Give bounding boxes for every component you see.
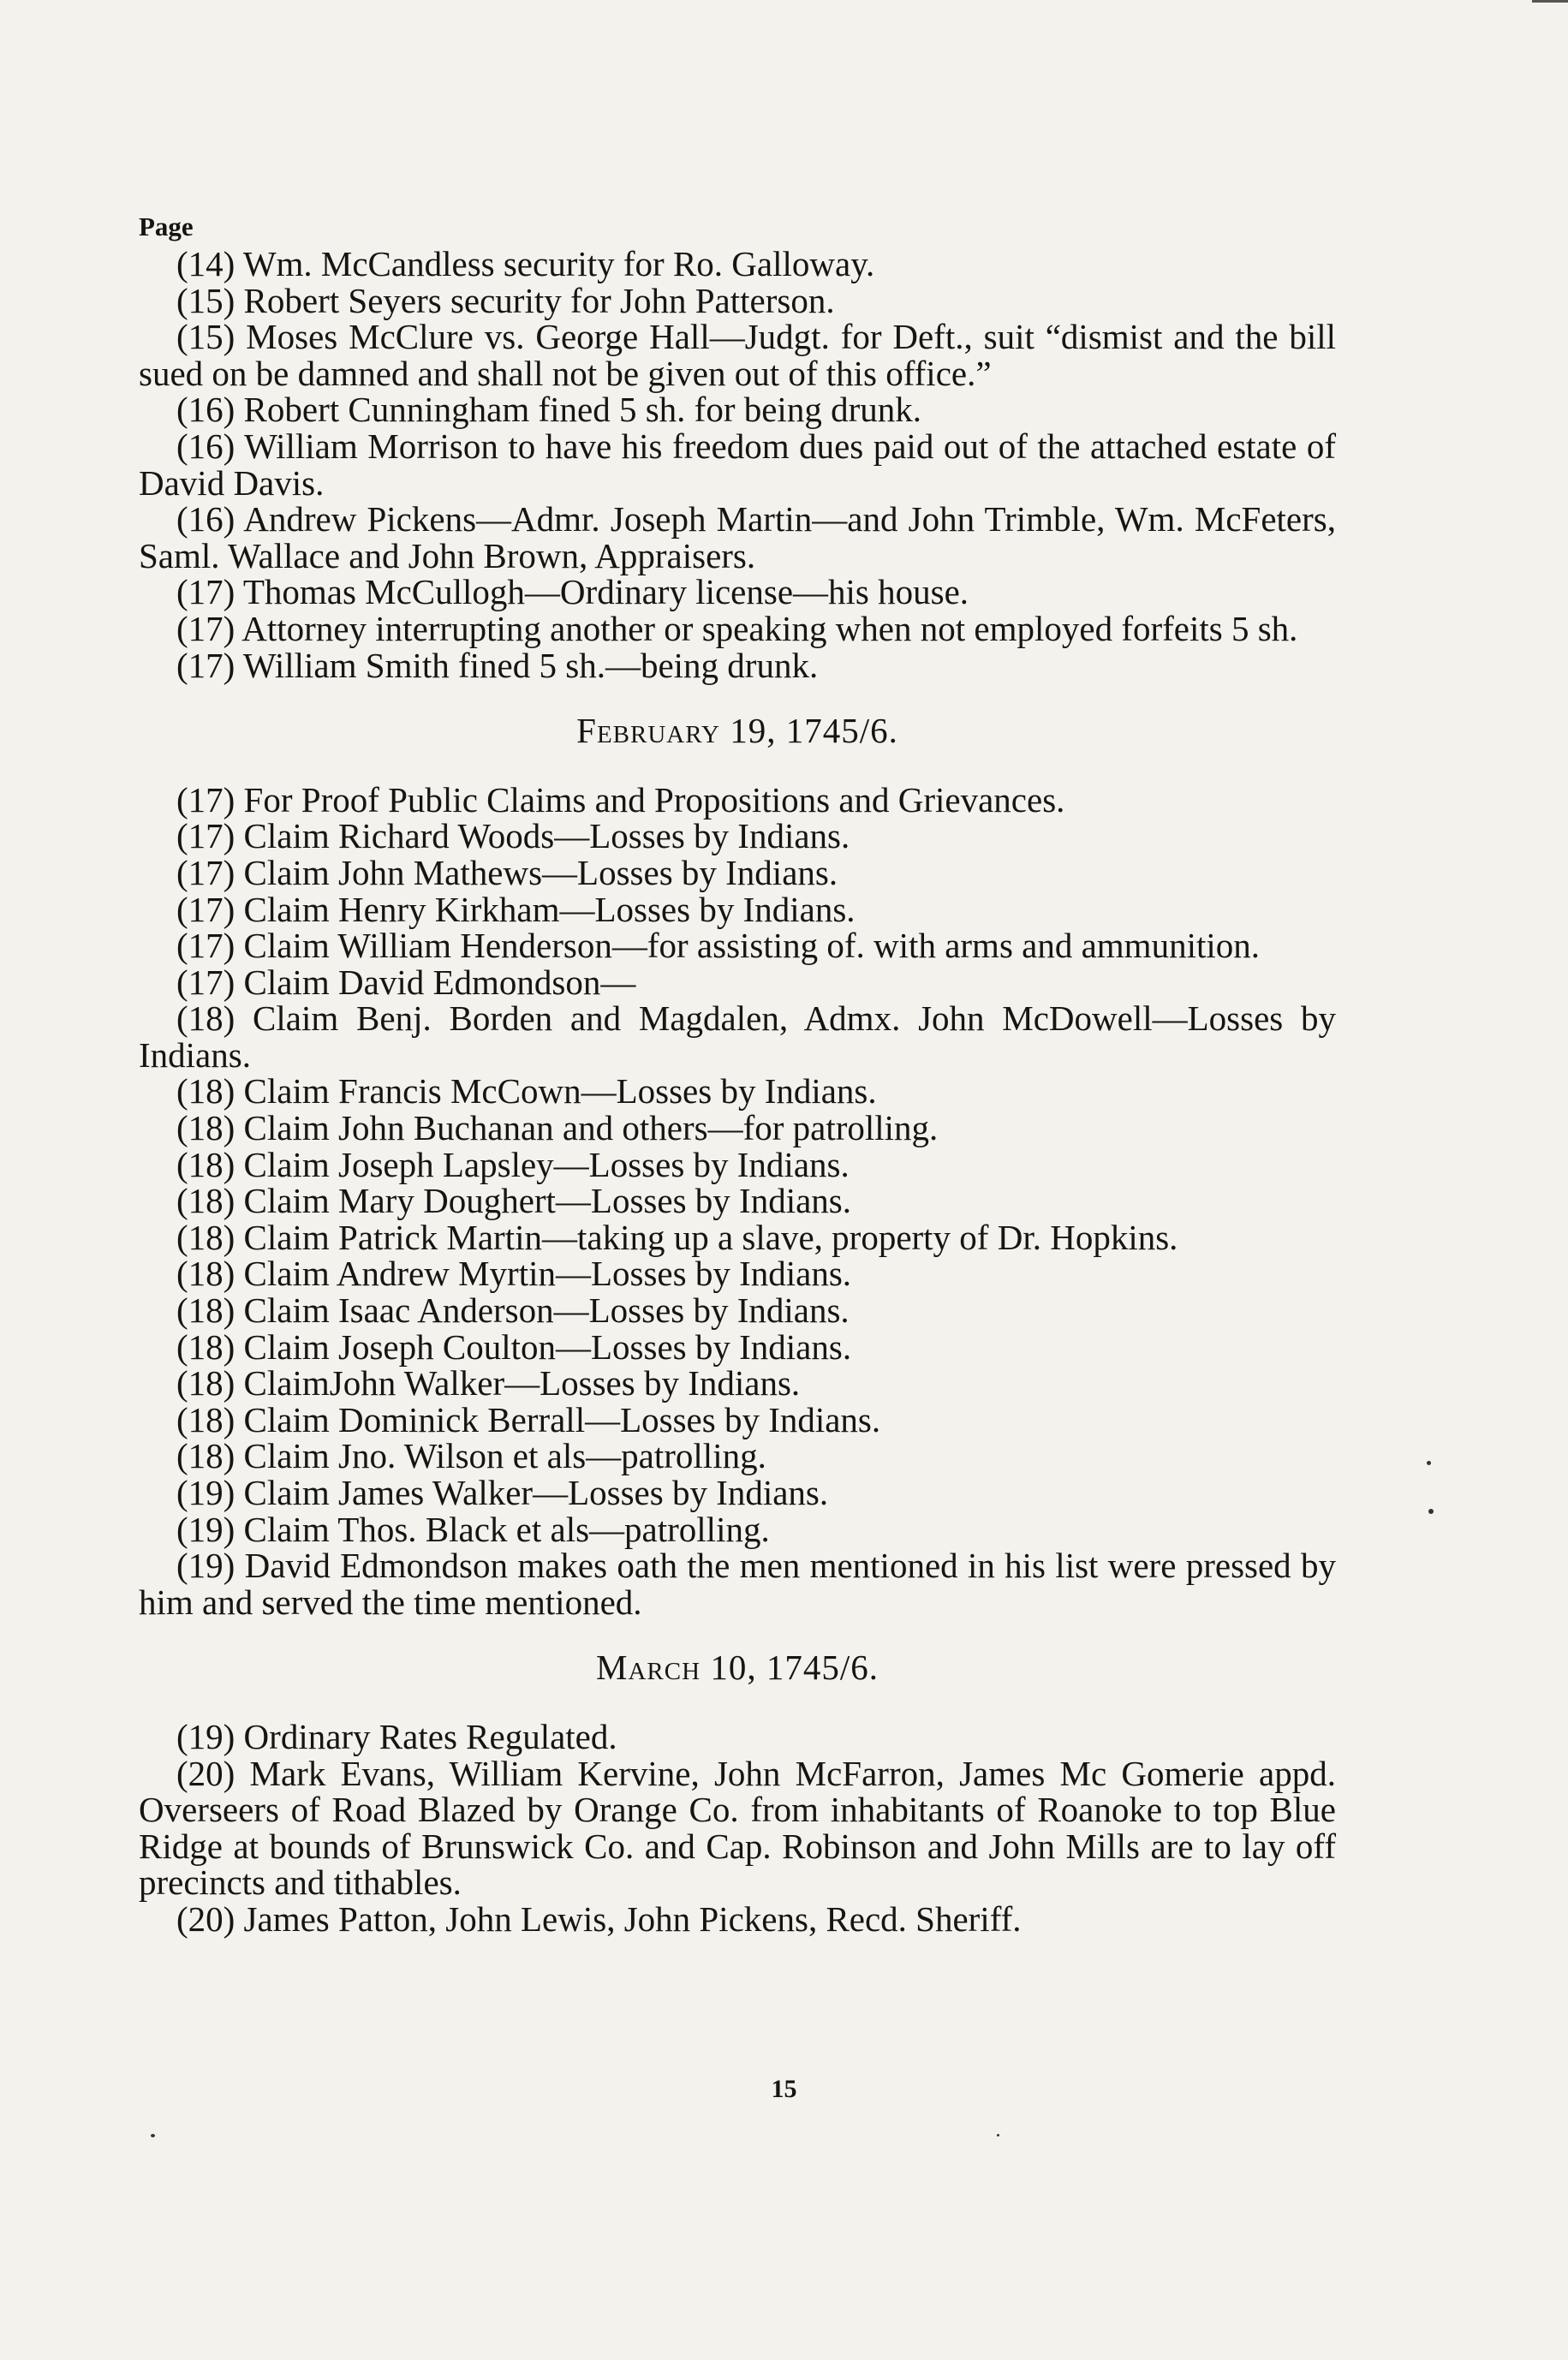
- entry: (17) Claim Henry Kirkham—Losses by Indians.: [176, 889, 856, 929]
- entry: (14) Wm. McCandless security for Ro. Galloway.: [176, 244, 875, 283]
- court-entries-section-2: [139, 779, 1336, 1622]
- entry: (17) Claim David Edmondson—: [176, 962, 636, 1002]
- heading-date: 19, 1745/6.: [730, 711, 898, 751]
- scan-speck: [997, 2134, 999, 2137]
- entry: (18) Claim Joseph Lapsley—Losses by Indians.: [176, 1144, 850, 1184]
- entry: (18) Claim Dominick Berrall—Losses by Indians.: [176, 1399, 881, 1439]
- entry: (20) Mark Evans, William Kervine, John McFarron, James Mc Gomerie appd. Overseers of Road Blazed by Orange Co. from inhabitants of Roanoke to top Blue Ridge at bounds of Brunswick Co. and Cap. Robinson and John Mills are to lay off precincts and tithables.: [139, 1753, 1336, 1903]
- entry: (20) James Patton, John Lewis, John Pickens, Recd. Sheriff.: [176, 1898, 1022, 1939]
- scan-speck: [151, 2134, 155, 2137]
- entry: (16) Robert Cunningham fined 5 sh. for being drunk.: [176, 390, 921, 430]
- entry: (19) Ordinary Rates Regulated.: [176, 1716, 617, 1756]
- page-number: 15: [771, 2075, 797, 2103]
- entry: (17) Claim John Mathews—Losses by Indians.: [176, 852, 838, 892]
- court-entries-section-3: [139, 1716, 1336, 1939]
- entry: (15) Moses McClure vs. George Hall—Judgt. for Deft., suit “dismist and the bill sued on be damned and shall not be given out of this office.”: [139, 317, 1336, 393]
- entry: (18) Claim Patrick Martin—taking up a slave, property of Dr. Hopkins.: [176, 1217, 1178, 1257]
- entry: (18) Claim Joseph Coulton—Losses by Indians.: [176, 1326, 852, 1367]
- entry: (18) Claim Francis McCown—Losses by Indians.: [176, 1071, 877, 1111]
- entry: (18) Claim John Buchanan and others—for patrolling.: [176, 1108, 939, 1148]
- entry: (17) For Proof Public Claims and Propositions and Grievances.: [176, 779, 1065, 819]
- date-heading-february: [139, 712, 1336, 749]
- entry: (17) Attorney interrupting another or speaking when not employed forfeits 5 sh.: [176, 608, 1298, 648]
- entry: (19) David Edmondson makes oath the men mentioned in his list were pressed by him and served the time mentioned.: [139, 1546, 1336, 1622]
- entry: (17) Thomas McCullogh—Ordinary license—his house.: [176, 572, 969, 612]
- entry: (18) Claim Mary Doughert—Losses by Indians.: [176, 1181, 851, 1221]
- entry: (19) Claim Thos. Black et als—patrolling.: [176, 1509, 770, 1549]
- entry: (18) Claim Benj. Borden and Magdalen, Admx. John McDowell—Losses by Indians.: [139, 998, 1336, 1075]
- heading-month: March: [596, 1648, 701, 1688]
- court-entries-section-1: [139, 246, 1336, 683]
- entry: (16) Andrew Pickens—Admr. Joseph Martin—and John Trimble, Wm. McFeters, Saml. Wallace and John Brown, Appraisers.: [139, 499, 1336, 575]
- page-column-label: Page: [139, 212, 194, 241]
- entry: (17) Claim Richard Woods—Losses by Indians.: [176, 816, 850, 856]
- entry: (19) Claim James Walker—Losses by Indians.: [176, 1473, 829, 1512]
- entry: (17) Claim William Henderson—for assisting of. with arms and ammunition.: [176, 926, 1260, 966]
- entry: (16) William Morrison to have his freedom dues paid out of the attached estate of David Davis.: [139, 426, 1336, 503]
- date-heading-march: [139, 1649, 1336, 1686]
- heading-month: February: [576, 711, 720, 751]
- entry: (18) ClaimJohn Walker—Losses by Indians.: [176, 1363, 801, 1403]
- entry: (18) Claim Isaac Anderson—Losses by Indians.: [176, 1290, 850, 1331]
- scan-speck: [1428, 1509, 1434, 1514]
- entry: (18) Claim Andrew Myrtin—Losses by Indians.: [176, 1254, 852, 1294]
- scan-speck: [1427, 1461, 1431, 1465]
- entry: (17) William Smith fined 5 sh.—being drunk.: [176, 645, 819, 685]
- scan-edge-mark: [1532, 0, 1568, 3]
- entry: (18) Claim Jno. Wilson et als—patrolling.: [176, 1436, 766, 1476]
- document-page: [139, 210, 1336, 1938]
- heading-date: 10, 1745/6.: [710, 1648, 879, 1688]
- entry: (15) Robert Seyers security for John Patterson.: [176, 280, 835, 320]
